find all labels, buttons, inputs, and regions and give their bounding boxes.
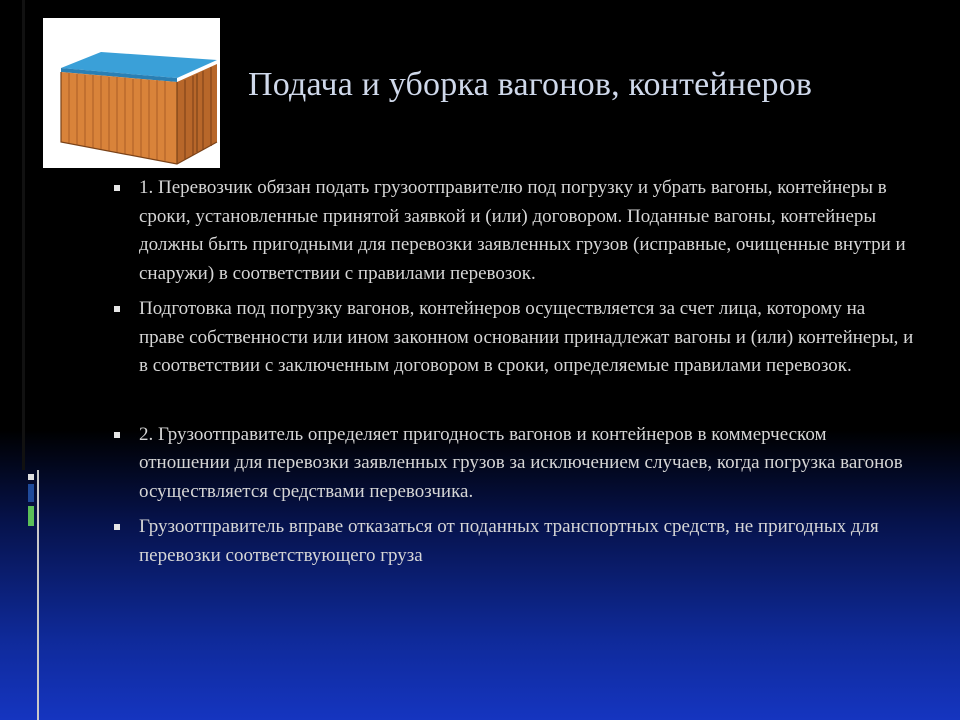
bullet-square-icon [114,432,120,438]
list-item [114,174,914,288]
list-item [114,513,914,570]
accent-mark-green [28,506,34,526]
left-vertical-rule [22,0,25,470]
accent-mark-blue [28,484,34,502]
shipping-container-image [43,18,220,168]
bullet-list [114,174,914,570]
shipping-container-icon [43,18,220,168]
bullet-square-icon [114,524,120,530]
list-item [114,421,914,507]
list-item-text: 1. Перевозчик обязан подать грузоотправителю под погрузку и убрать вагоны, контейнеры в сроки, установленные принятой заявкой и (или) договором. Поданные вагоны, контейнеры должны быть пригодными для перевозки заявленных грузов (исправные, очищенные внутри и снаружи) в соответствии с правилами перевозок. [139,177,906,284]
list-item-text: Грузоотправитель вправе отказаться от поданных транспортных средств, не пригодных для перевозки соответствующего груза [139,516,879,566]
bullet-square-icon [114,306,120,312]
slide-title: Подача и уборка вагонов, контейнеров [248,66,813,103]
left-vertical-rule-lower [37,470,39,720]
list-item-text: 2. Грузоотправитель определяет пригодность вагонов и контейнеров в коммерческом отношении для перевозки заявленных грузов за исключением случаев, когда погрузка вагонов осуществляется средствами перевозчика. [139,423,903,502]
list-item [114,295,914,381]
list-item-text: Подготовка под погрузку вагонов, контейнеров осуществляется за счет лица, которому на праве собственности или ином законном основании принадлежат вагоны и (или) контейнеры, и в соответствии с заключенным договором в сроки, определяемые правилами перевозок. [139,298,914,376]
accent-mark-white [28,474,34,480]
bullet-square-icon [114,185,120,191]
